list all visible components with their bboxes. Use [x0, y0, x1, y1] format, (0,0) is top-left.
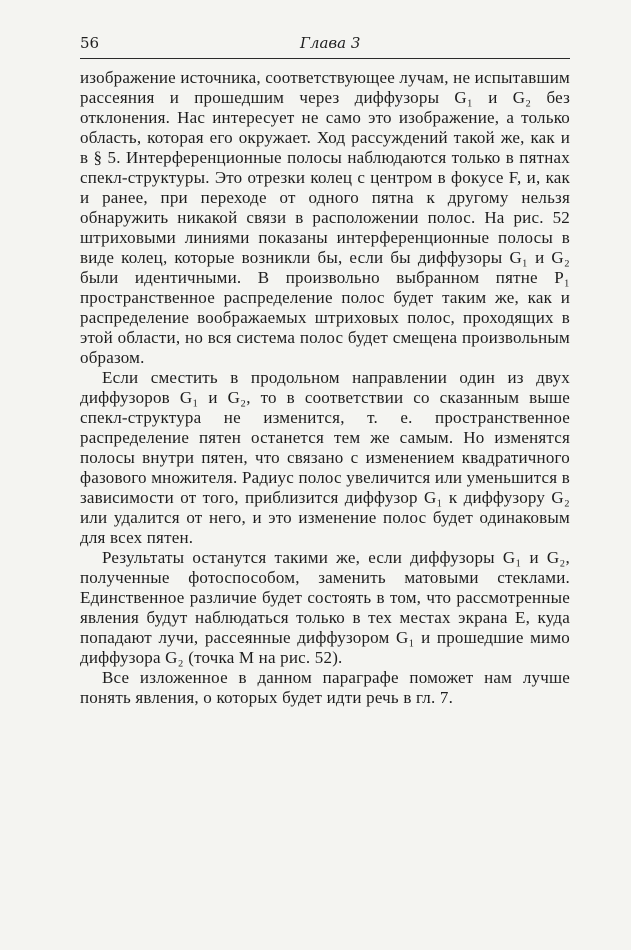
- page-number: 56: [80, 34, 100, 52]
- paragraph-matte-glass: Результаты останутся такими же, если диффузоры G₁ и G₂, полученные фотоспособом, заменить матовыми стеклами. Единственное различие будет состоять в том, что рассмотренные явления будут наблюдаться только в тех местах экрана E, куда попадают лучи, рассеянные диффузором G₁ и прошедшие мимо диффузора G₂ (точка M на рис. 52).: [80, 548, 570, 667]
- running-header: [80, 34, 570, 56]
- paragraph-continued: изображение источника, соответствующее лучам, не испытавшим рассеяния и прошедшим через диффузоры G₁ и G₂ без отклонения. Нас интересует не само это изображение, а только область, которая его окружает. Ход рассуждений такой же, как и в § 5. Интерференционные полосы наблюдаются только в пятнах спекл-структуры. Это отрезки колец с центром в фокусе F, и, как и ранее, при переходе от одного пятна к другому нельзя обнаружить никакой связи в расположении полос. На рис. 52 штриховыми линиями показаны интерференционные полосы в виде колец, которые возникли бы, если бы диффузоры G₁ и G₂ были идентичными. В произвольно выбранном пятне P₁ пространственное распределение полос будет таким же, как и распределение воображаемых штриховых полос, проходящих в этой области, но вся система полос будет смещена произвольным образом.: [80, 68, 570, 367]
- paragraph-summary: Все изложенное в данном параграфе поможет нам лучше понять явления, о которых будет идти речь в гл. 7.: [80, 668, 570, 707]
- header-rule: [80, 58, 570, 59]
- paragraph-longitudinal-shift: Если сместить в продольном направлении один из двух диффузоров G₁ и G₂, то в соответствии со сказанным выше спекл-структура не изменится, т. е. пространственное распределение пятен останется тем же самым. Но изменятся полосы внутри пятен, что связано с изменением квадратичного фазового множителя. Радиус полос увеличится или уменьшится в зависимости от того, приблизится диффузор G₁ к диффузору G₂ или удалится от него, и это изменение полос будет одинаковым для всех пятен.: [80, 368, 570, 547]
- body-text: [80, 68, 570, 708]
- chapter-title: Глава 3: [300, 34, 361, 52]
